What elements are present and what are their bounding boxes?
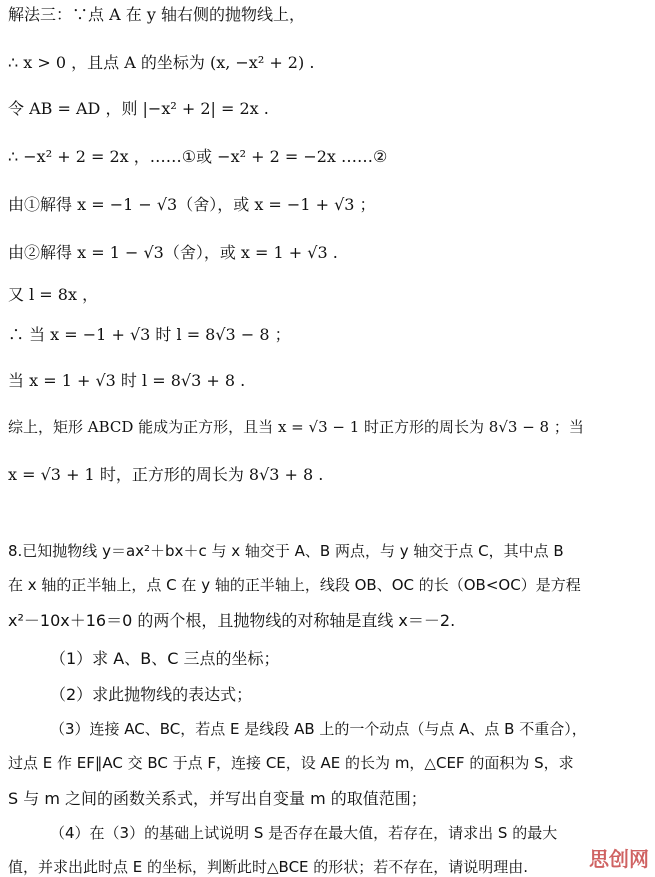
solution-line: 由①解得 x = −1 − √3（舍），或 x = −1 + √3 ；	[8, 195, 376, 214]
solution-line: 解法三：∵点 A 在 y 轴右侧的抛物线上，	[8, 5, 305, 24]
solution-line: ∴ x > 0 ，且点 A 的坐标为 (x, −x² + 2) .	[8, 53, 315, 72]
solution-line: 又 l = 8x ，	[8, 285, 99, 304]
solution-line: x = √3 + 1 时，正方形的周长为 8√3 + 8 .	[8, 465, 324, 484]
question-item: （2）求此抛物线的表达式；	[50, 685, 253, 704]
solution-line: 由②解得 x = 1 − √3（舍），或 x = 1 + √3 .	[8, 243, 338, 262]
solution-line: ∴ 当 x = −1 + √3 时 l = 8√3 − 8 ；	[8, 325, 291, 344]
watermark-logo: 思创网	[589, 847, 649, 871]
solution-line: 当 x = 1 + √3 时 l = 8√3 + 8 .	[8, 371, 246, 390]
solution-line: 综上，矩形 ABCD 能成为正方形，且当 x = √3 − 1 时正方形的周长为 8√3 − 8 ；当	[8, 418, 584, 436]
question-item: （4）在（3）的基础上试说明 S 是否存在最大值，若存在，请求出 S 的最大	[50, 824, 558, 842]
solution-line: ∴ −x² + 2 = 2x ，……①或 −x² + 2 = −2x ……②	[8, 147, 388, 166]
problem-line: 8.已知抛物线 y＝ax²＋bx＋c 与 x 轴交于 A、B 两点，与 y 轴交于点 C，其中点 B	[8, 542, 564, 560]
problem-line: 过点 E 作 EF∥AC 交 BC 于点 F，连接 CE，设 AE 的长为 m，△CEF 的面积为 S，求	[8, 754, 574, 772]
question-item: （3）连接 AC、BC，若点 E 是线段 AB 上的一个动点（与点 A、点 B 不重合），	[50, 720, 587, 738]
problem-line: 在 x 轴的正半轴上，点 C 在 y 轴的正半轴上，线段 OB、OC 的长（OB<OC）是方程	[8, 576, 581, 594]
problem-line: S 与 m 之间的函数关系式，并写出自变量 m 的取值范围；	[8, 789, 427, 808]
solution-line: 令 AB = AD ，则 |−x² + 2| = 2x .	[8, 99, 269, 118]
question-item: （1）求 A、B、C 三点的坐标；	[50, 649, 280, 668]
problem-line: 值，并求出此时点 E 的坐标，判断此时△BCE 的形状；若不存在，请说明理由.	[8, 858, 529, 876]
problem-line: x²－10x＋16＝0 的两个根，且抛物线的对称轴是直线 x＝－2.	[8, 611, 456, 630]
